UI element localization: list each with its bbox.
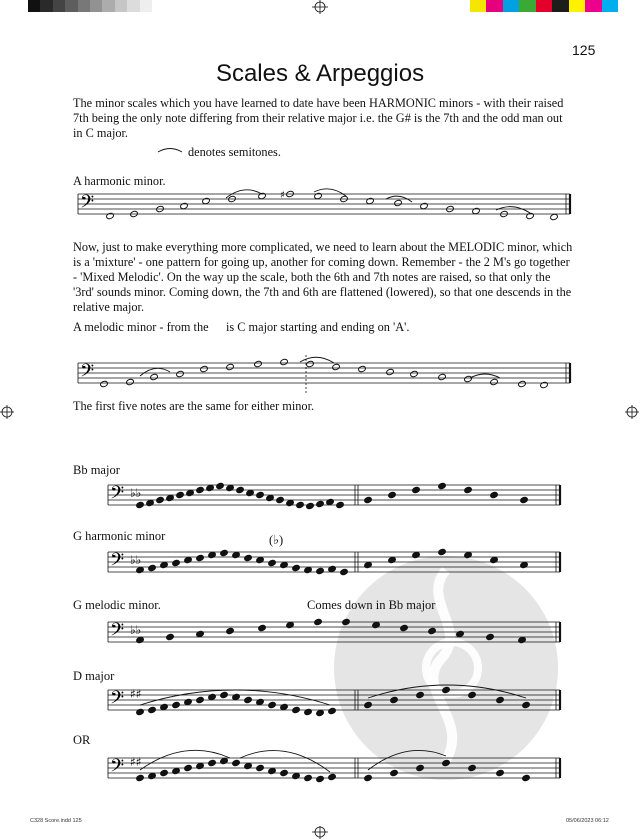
bass-clef-icon: 𝄢: [110, 620, 125, 645]
bb-major-label: Bb major: [73, 463, 120, 477]
quarter-note: [340, 568, 349, 575]
melodic-label-after: is C major starting and ending on 'A'.: [226, 320, 410, 334]
quarter-note: [314, 618, 323, 625]
quarter-note: [304, 774, 313, 781]
quarter-note: [196, 696, 205, 703]
quarter-note: [136, 566, 145, 573]
whole-note: [518, 380, 527, 387]
quarter-note: [136, 501, 145, 508]
quarter-note: [208, 693, 217, 700]
quarter-note: [166, 494, 175, 501]
quarter-note: [328, 565, 337, 572]
quarter-note: [304, 566, 313, 573]
whole-note: [358, 365, 367, 372]
quarter-note: [306, 502, 315, 509]
quarter-note: [328, 707, 337, 714]
quarter-note: [136, 774, 145, 781]
key-signature: ♭♭: [130, 486, 142, 500]
sharp-icon: ♯: [280, 190, 285, 201]
quarter-note: [364, 774, 373, 781]
page-title: Scales & Arpeggios: [215, 60, 425, 87]
whole-note: [280, 358, 289, 365]
quarter-note: [286, 499, 295, 506]
whole-note: [420, 202, 429, 209]
quarter-note: [336, 501, 345, 508]
whole-note: [472, 207, 481, 214]
whole-note: [366, 197, 375, 204]
g-harmonic-label: G harmonic minor: [73, 529, 166, 543]
quarter-note: [184, 556, 193, 563]
bass-clef-icon: 𝄢: [110, 483, 125, 508]
quarter-note: [216, 482, 225, 489]
quarter-note: [520, 561, 529, 568]
whole-note: [332, 363, 341, 370]
whole-note: [314, 192, 323, 199]
whole-note: [306, 360, 315, 367]
melodic-label-before: A melodic minor - from the: [73, 320, 209, 334]
whole-note: [202, 197, 211, 204]
watermark-logo: [334, 556, 558, 780]
whole-note: [100, 380, 109, 387]
whole-note: [540, 381, 549, 388]
quarter-note: [328, 773, 337, 780]
quarter-note: [438, 548, 447, 555]
bass-clef-icon: 𝄢: [80, 361, 95, 386]
whole-note: [226, 363, 235, 370]
quarter-note: [208, 551, 217, 558]
staff-a-melodic: [78, 355, 570, 394]
g-melodic-label: G melodic minor.: [73, 598, 161, 612]
quarter-note: [148, 772, 157, 779]
quarter-note: [196, 630, 205, 637]
quarter-note: [160, 769, 169, 776]
intro-paragraph: The minor scales which you have learned to date have been HARMONIC minors - with their raised 7th being the only note differing from their relative major i.e. the G# is the 7th and the odd man out in C major.: [73, 96, 564, 140]
quarter-note: [148, 706, 157, 713]
bass-clef-icon: 𝄢: [110, 550, 125, 575]
harmonic-label: A harmonic minor.: [73, 174, 166, 188]
quarter-note: [156, 496, 165, 503]
semitone-slur-symbol: [158, 149, 182, 153]
bass-clef-icon: 𝄢: [110, 688, 125, 713]
key-signature: ♯♯: [130, 687, 142, 701]
quarter-note: [438, 482, 447, 489]
slur: [240, 751, 330, 772]
comes-down-label: Comes down in Bb major: [307, 598, 436, 612]
quarter-note: [266, 494, 275, 501]
bass-clef-icon: 𝄢: [110, 756, 125, 781]
quarter-note: [146, 499, 155, 506]
quarter-note: [256, 491, 265, 498]
quarter-note: [412, 486, 421, 493]
whole-note: [464, 375, 473, 382]
whole-note: [126, 378, 135, 385]
quarter-note: [206, 484, 215, 491]
quarter-note: [496, 769, 505, 776]
quarter-note: [304, 708, 313, 715]
quarter-note: [280, 561, 289, 568]
melodic-paragraph: Now, just to make everything more complicated, we need to learn about the MELODIC minor, which is a 'mixture' - one pattern for going up, another for coming down. Remember - the 2 M's go together - 'Mixed Melodic'. On the way up the scale, both the 6th and 7th notes are raised, so that only the '3rd' sounds minor. Coming down, the 7th and 6th are flattened (lowered), so that one descends in the relative major.: [73, 240, 573, 314]
quarter-note: [268, 701, 277, 708]
quarter-note: [166, 633, 175, 640]
key-signature: ♯♯: [130, 755, 142, 769]
quarter-note: [258, 624, 267, 631]
quarter-note: [292, 706, 301, 713]
slur: [140, 368, 170, 376]
quarter-note: [388, 556, 397, 563]
quarter-note: [246, 489, 255, 496]
semitone-note: denotes semitones.: [188, 145, 281, 159]
quarter-note: [292, 772, 301, 779]
flat-paren: (♭): [269, 533, 284, 547]
quarter-note: [522, 774, 531, 781]
quarter-note: [236, 486, 245, 493]
bass-clef-icon: 𝄢: [80, 192, 95, 217]
quarter-note: [364, 561, 373, 568]
quarter-note: [232, 551, 241, 558]
quarter-note: [520, 496, 529, 503]
quarter-note: [390, 769, 399, 776]
quarter-note: [490, 556, 499, 563]
quarter-note: [136, 636, 145, 643]
key-signature: ♭♭: [130, 553, 142, 567]
or-label: OR: [73, 733, 91, 747]
quarter-note: [364, 496, 373, 503]
quarter-note: [292, 564, 301, 571]
quarter-note: [220, 691, 229, 698]
quarter-note: [280, 769, 289, 776]
whole-note: [180, 202, 189, 209]
quarter-note: [256, 698, 265, 705]
quarter-note: [172, 701, 181, 708]
staff-a-harmonic: [78, 189, 570, 221]
whole-note: [150, 373, 159, 380]
whole-note: [254, 360, 263, 367]
quarter-note: [268, 767, 277, 774]
slur: [300, 357, 334, 363]
footer-file: C328 Score.indd 125: [30, 818, 82, 824]
registration-mark-left: [0, 405, 14, 419]
quarter-note: [256, 556, 265, 563]
registration-mark-right: [625, 405, 639, 419]
quarter-note: [220, 549, 229, 556]
quarter-note: [160, 703, 169, 710]
whole-note: [438, 373, 447, 380]
quarter-note: [490, 491, 499, 498]
quarter-note: [326, 498, 335, 505]
whole-note: [394, 199, 403, 206]
quarter-note: [464, 486, 473, 493]
whole-note: [106, 212, 115, 219]
quarter-note: [276, 496, 285, 503]
quarter-note: [148, 564, 157, 571]
footer-date: 05/06/2023 06:12: [566, 818, 609, 824]
quarter-note: [160, 561, 169, 568]
quarter-note: [316, 567, 325, 574]
quarter-note: [244, 762, 253, 769]
staff-bb-major: [108, 482, 560, 509]
quarter-note: [184, 698, 193, 705]
quarter-note: [196, 486, 205, 493]
quarter-note: [286, 621, 295, 628]
quarter-note: [244, 554, 253, 561]
quarter-note: [412, 551, 421, 558]
quarter-note: [316, 775, 325, 782]
quarter-note: [296, 501, 305, 508]
whole-note: [490, 378, 499, 385]
quarter-note: [172, 767, 181, 774]
quarter-note: [172, 559, 181, 566]
slur: [314, 189, 346, 196]
whole-note: [410, 370, 419, 377]
quarter-note: [136, 708, 145, 715]
quarter-note: [226, 484, 235, 491]
quarter-note: [176, 491, 185, 498]
registration-mark-top: [312, 0, 328, 14]
slur: [470, 374, 500, 378]
whole-note: [200, 365, 209, 372]
quarter-note: [186, 489, 195, 496]
quarter-note: [244, 696, 253, 703]
whole-note: [550, 213, 559, 220]
registration-mark-bottom: [312, 826, 328, 839]
quarter-note: [184, 764, 193, 771]
quarter-note: [280, 703, 289, 710]
quarter-note: [464, 551, 473, 558]
d-major-label: D major: [73, 669, 115, 683]
key-signature: ♭♭: [130, 623, 142, 637]
page-number: 125: [572, 42, 596, 58]
quarter-note: [220, 757, 229, 764]
whole-note: [258, 192, 267, 199]
quarter-note: [226, 627, 235, 634]
quarter-note: [232, 693, 241, 700]
quarter-note: [208, 759, 217, 766]
quarter-note: [196, 554, 205, 561]
first-five-note: The first five notes are the same for either minor.: [73, 399, 315, 413]
quarter-note: [256, 764, 265, 771]
quarter-note: [388, 491, 397, 498]
whole-note: [526, 212, 535, 219]
quarter-note: [316, 500, 325, 507]
whole-note: [386, 368, 395, 375]
quarter-note: [316, 709, 325, 716]
quarter-note: [232, 759, 241, 766]
quarter-note: [268, 559, 277, 566]
quarter-note: [196, 762, 205, 769]
whole-note: [176, 370, 185, 377]
